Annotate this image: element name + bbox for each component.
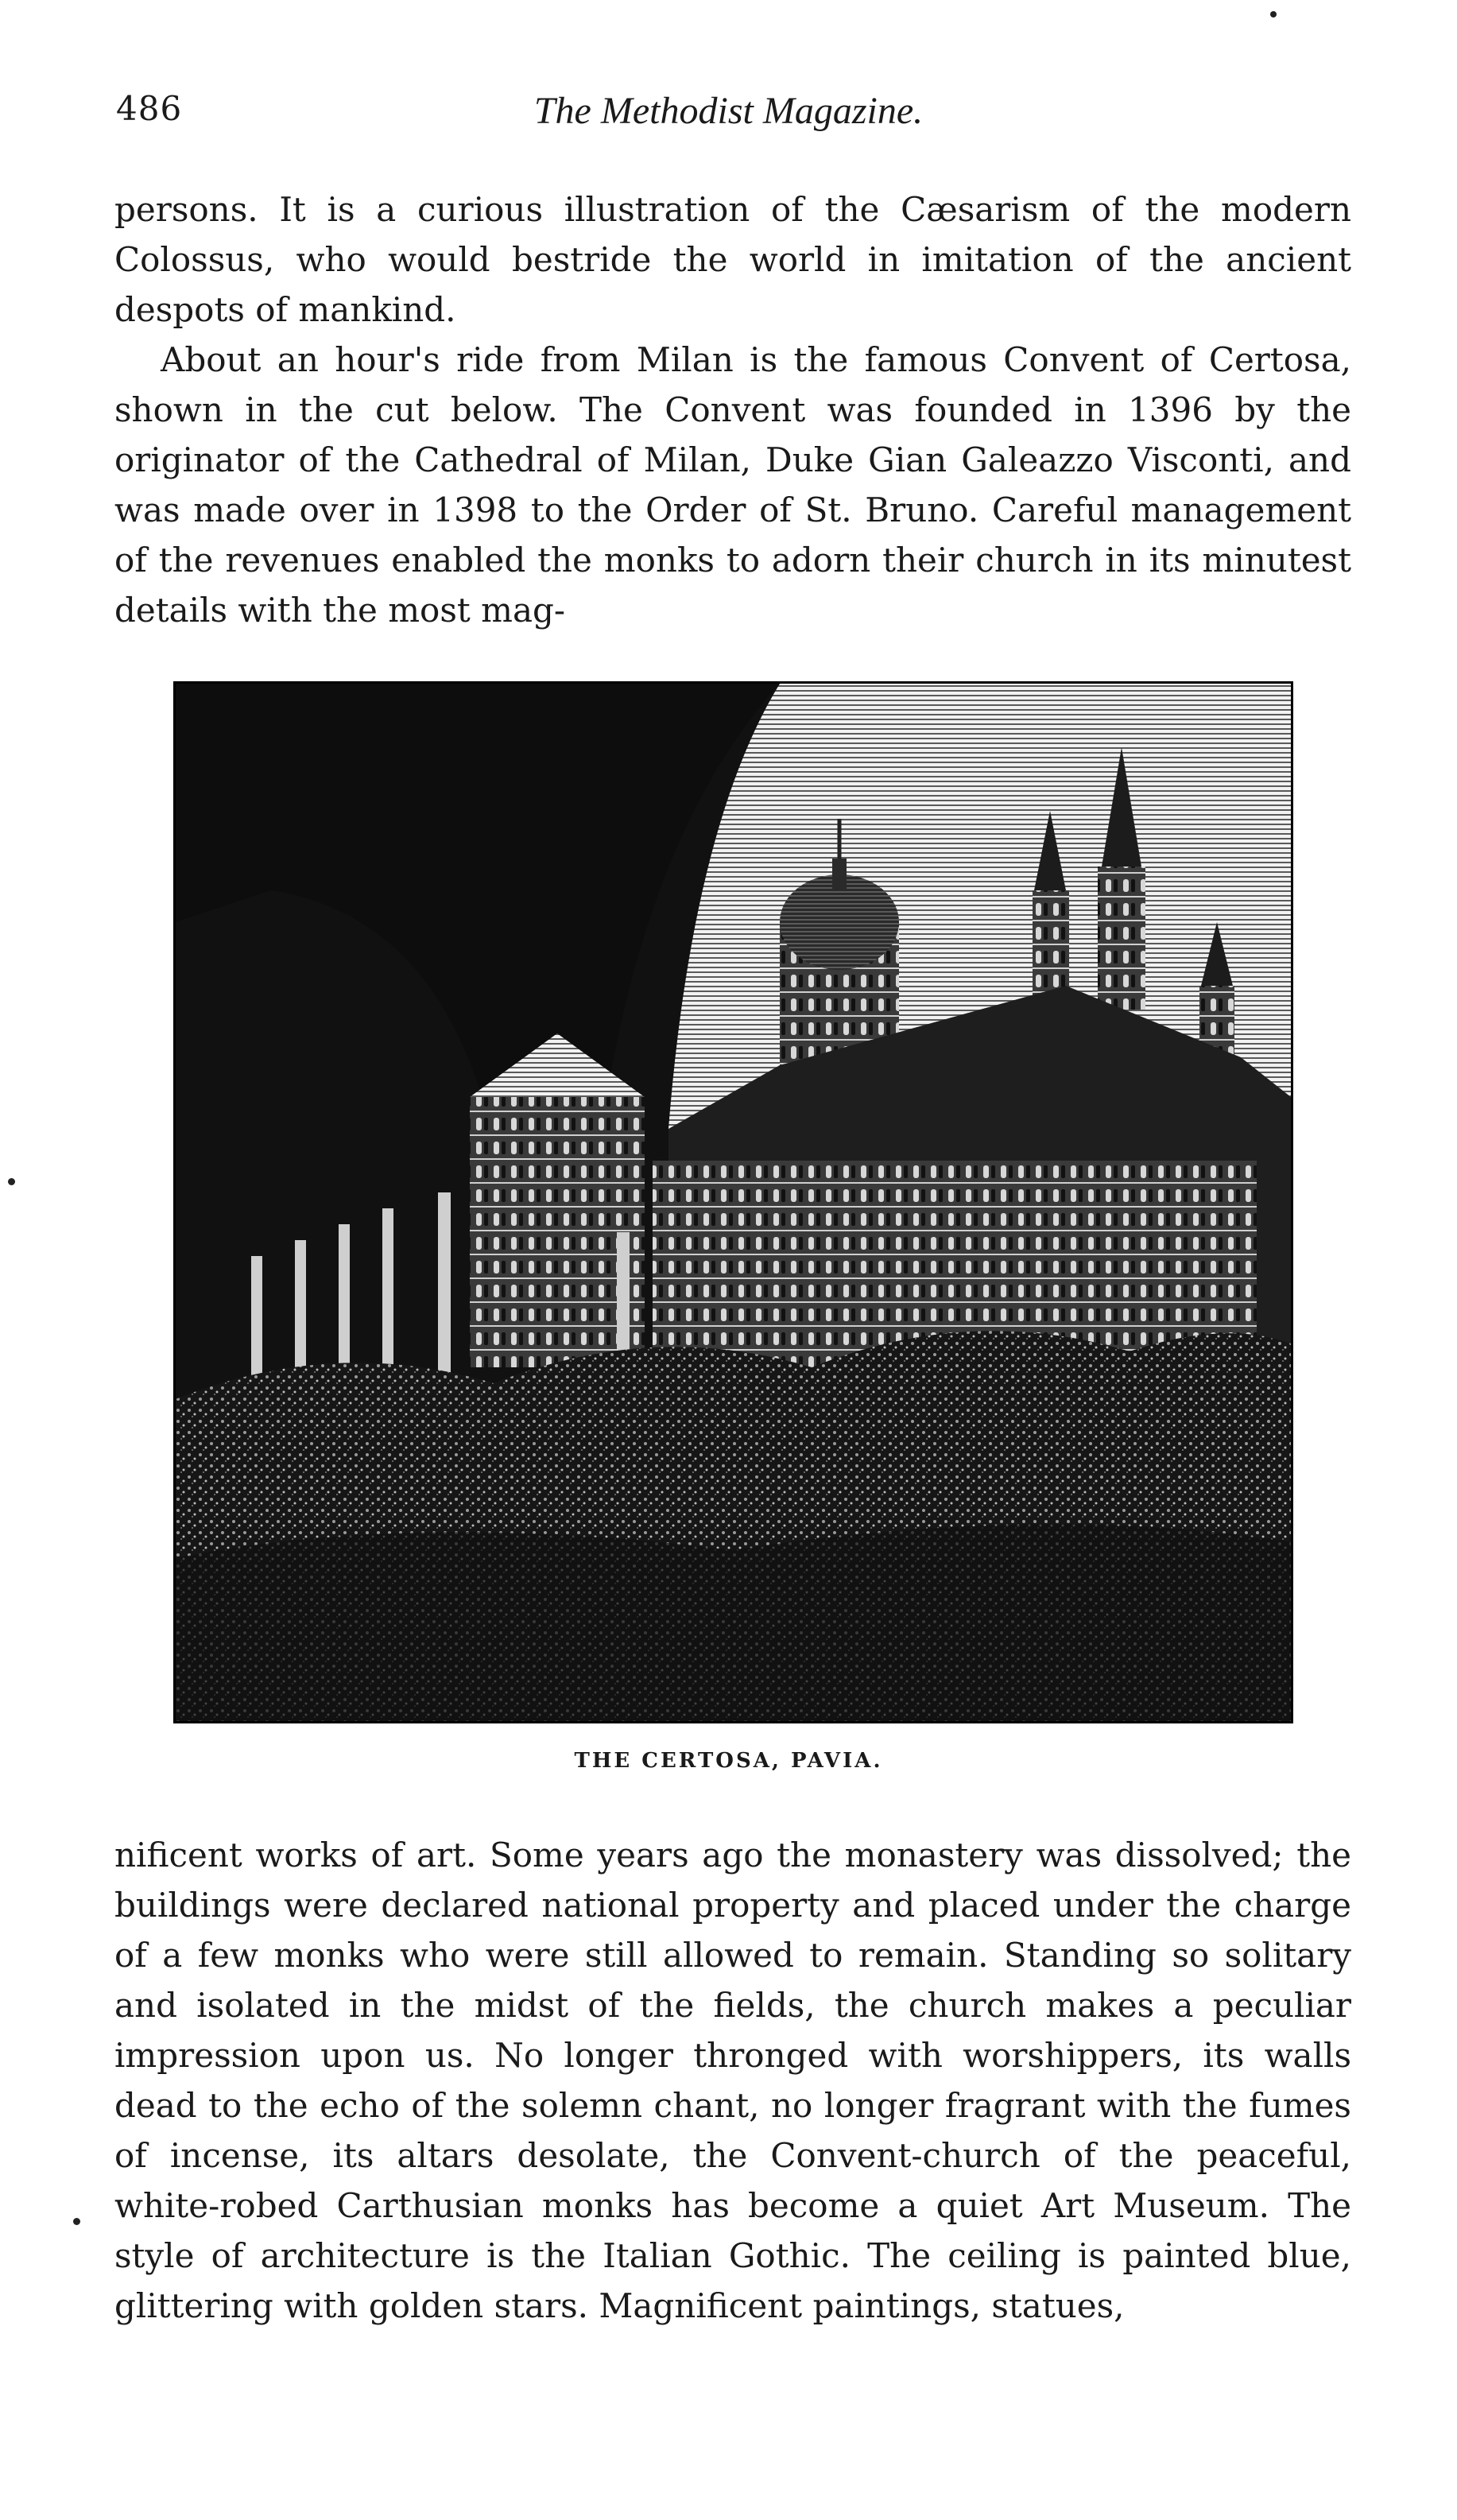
paragraph: persons. It is a curious illustration of the Cæsarism of the modern Colossus, who would bestride the world in imitation of the ancient despots of mankind.: [114, 190, 1351, 329]
engraving-illustration: [176, 684, 1291, 1721]
paragraph: About an hour's ride from Milan is the famous Convent of Certosa, shown in the cut below. The Convent was founded in 1396 by the originator of the Cathedral of Milan, Duke Gian Galeazzo Visconti, and was made over in 1398 to the Order of St. Bruno. Careful management of the revenues enabled the monks to adorn their church in its minutest details with the most mag-: [114, 340, 1351, 630]
scan-speck: [73, 2218, 80, 2225]
running-title: The Methodist Magazine.: [533, 90, 924, 132]
scan-speck: [8, 1178, 15, 1185]
text-block-top: [114, 184, 1351, 635]
engraving-certosa-pavia: [173, 681, 1293, 1723]
paragraph: nificent works of art. Some years ago the monastery was dissolved; the buildings were declared national property and placed under the charge of a few monks who were still allowed to remain. Standing so solitary and isolated in the midst of the fields, the church makes a peculiar impression upon us. No longer thronged with worshippers, its walls dead to the echo of the solemn chant, no longer fragrant with the fumes of incense, its altars desolate, the Convent-church of the peaceful, white-robed Carthusian monks has become a quiet Art Museum. The style of architecture is the Italian Gothic. The ceiling is painted blue, glittering with golden stars. Magnificent paintings, statues,: [114, 1836, 1351, 2325]
page-number: 486: [116, 89, 183, 128]
scan-speck: [1270, 11, 1277, 17]
text-block-bottom: [114, 1830, 1351, 2331]
figure-caption: THE CERTOSA, PAVIA.: [574, 1749, 883, 1773]
